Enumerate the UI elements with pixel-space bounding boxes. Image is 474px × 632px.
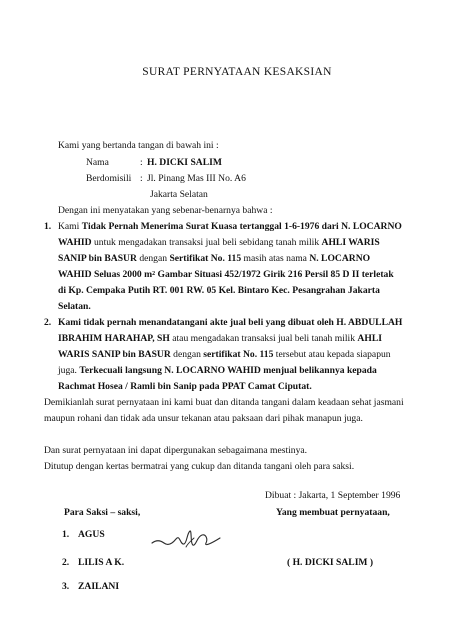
declaration-intro: Dengan ini menyatakan yang sebenar-benarnya bahwa :: [58, 205, 273, 216]
address-line-1: Jl. Pinang Mas III No. A6: [147, 173, 246, 184]
address-label: Berdomisili: [86, 173, 132, 184]
witness-3-name: ZAILANI: [78, 581, 120, 592]
witness-3-number: 3.: [62, 581, 70, 592]
address-line-2: Jakarta Selatan: [150, 189, 208, 200]
witness-2-name: LILIS A K.: [78, 557, 125, 568]
point-1-text: Kami Tidak Pernah Menerima Surat Kuasa tertanggal 1-6-1976 dari N. LOCARNO WAHID untuk mengadakan transaksi jual beli sebidang tanah milik AHLI WARIS SANIP bin BASUR dengan Sertifikat No. 115 masih atas nama N. LOCARNO WAHID Seluas 2000 $m^2$ Gambar Situasi 452/1972 Girik 216 Persil 85 D II terletak di Kp. Cempaka Putih RT. 001 RW. 05 Kel. Bintaro Kec. Pesangrahan Jakarta Selatan.: [58, 221, 402, 312]
point-2-number: 2.: [44, 317, 52, 328]
maker-name: ( H. DICKI SALIM ): [287, 557, 374, 568]
address-separator: :: [140, 173, 143, 184]
opening-line: Kami yang bertanda tangan di bawah ini :: [58, 140, 219, 151]
witness-2-number: 2.: [62, 557, 70, 568]
statement-line-2: maupun rohani dan tidak ada unsur tekanan atau paksaan dari pihak manapun juga.: [44, 413, 363, 424]
name-value: H. DICKI SALIM: [147, 157, 222, 168]
name-label: Nama: [86, 157, 109, 168]
document-title: SURAT PERNYATAAN KESAKSIAN: [142, 66, 332, 78]
place-date: Dibuat : Jakarta, 1 September 1996: [265, 490, 401, 501]
witness-signature: [150, 521, 226, 557]
point-1-number: 1.: [44, 221, 52, 232]
witnesses-heading: Para Saksi – saksi,: [64, 507, 141, 518]
statement-line-1: Demikianlah surat pernyataan ini kami buat dan ditanda tangani dalam keadaan sehat jasmani: [44, 397, 404, 408]
usage-line: Dan surat pernyataan ini dapat dipergunakan sebagaimana mestinya.: [44, 445, 308, 456]
witness-1-name: AGUS: [78, 529, 105, 540]
maker-heading: Yang membuat pernyataan,: [276, 507, 390, 518]
name-separator: :: [140, 157, 143, 168]
witness-1-number: 1.: [62, 529, 70, 540]
closing-line: Ditutup dengan kertas bermatrai yang cukup dan ditanda tangani oleh para saksi.: [44, 461, 355, 472]
point-2-text: Kami tidak pernah menandatangani akte jual beli yang dibuat oleh H. ABDULLAH IBRAHIM HARAHAP, SH atau mengadakan transaksi jual beli tanah milik AHLI WARIS SANIP bin BASUR dengan sertifikat No. 115 tersebut atau kepada siapapun juga. Terkecuali langsung N. LOCARNO WAHID menjual belikannya kepada Rachmat Hosea / Ramli bin Sanip pada PPAT Camat Ciputat.: [58, 317, 403, 392]
